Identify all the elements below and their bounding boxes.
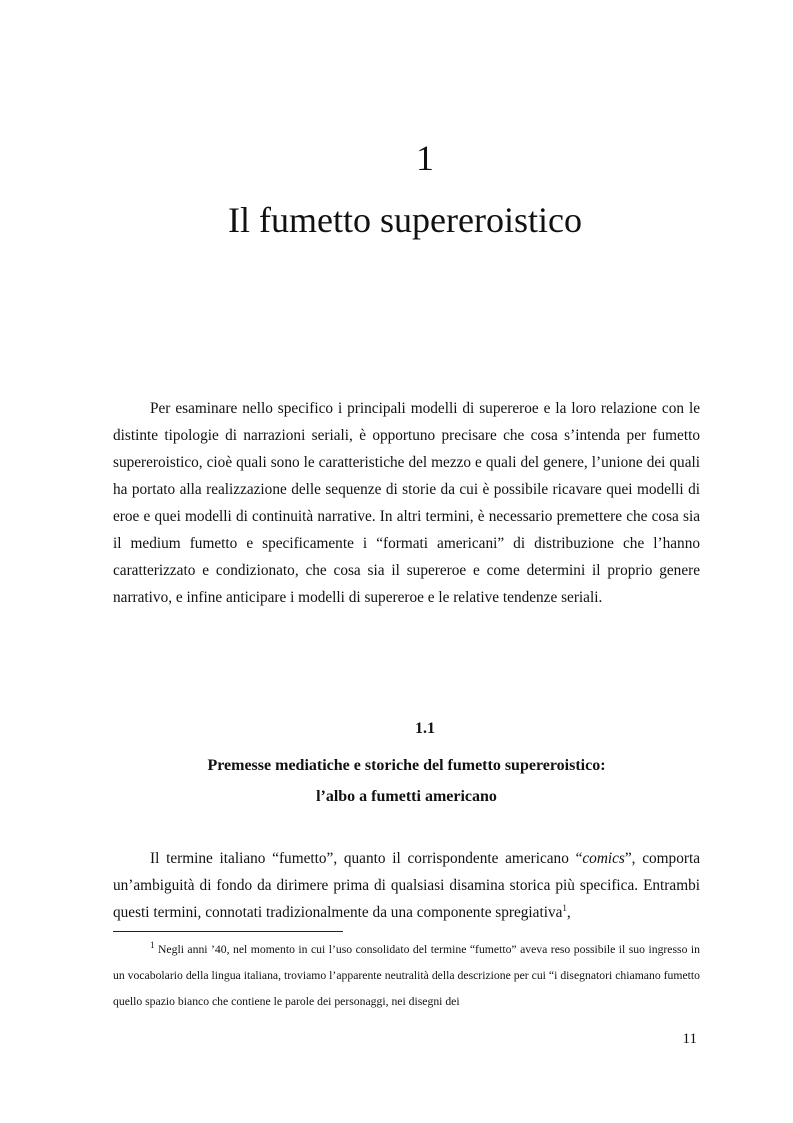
section-number: 1.1	[415, 720, 435, 737]
footnote-reference[interactable]: 1	[562, 902, 567, 913]
intro-paragraph: Per esaminare nello specifico i principali modelli di supereroe e la loro relazione con le distinte tipologie di narrazioni seriali, è opportuno precisare che cosa s’intenda per fumetto supereroistico, cioè quali sono le caratteristiche del mezzo e quali del genere, l’unione dei quali ha portato alla realizzazione delle sequenze di storie da cui è possibile ricavare quei modelli di eroe e quei modelli di continuità narrative. In altri termini, è necessario premettere che cosa sia il medium fumetto e specificamente i “formati americani” di distribuzione che l’hanno caratterizzato e condizionato, che cosa sia il supereroe e come determini il proprio genere narrativo, e infine anticipare i modelli di supereroe e le relative tendenze seriali.	[113, 400, 700, 606]
footnote-text: Negli anni ’40, nel momento in cui l’uso consolidato del termine “fumetto” aveva reso possibile il suo ingresso in un vocabolario della lingua italiana, troviamo l’apparente neutralità della descrizione per cui “i disegnatori chiamano fumetto quello spazio bianco che contiene le parole dei personaggi, nei disegni dei	[113, 943, 700, 1008]
footnote	[113, 937, 700, 1015]
paragraph-trailing-comma: ,	[566, 904, 571, 921]
page-number: 11	[682, 1031, 697, 1047]
chapter-title: Il fumetto supereroistico	[228, 200, 582, 240]
section-title	[113, 750, 700, 812]
paragraph-text-end: ”, comporta un’ambiguità di fondo da dirimere prima di qualsiasi disamina storica più specifica. Entrambi questi termini, connotati tradizionalmente da una componente spregiativa	[113, 850, 700, 921]
paragraph-text-start: Il termine italiano “fumetto”, quanto il corrispondente americano “	[150, 850, 583, 867]
section-title-line-1: Premesse mediatiche e storiche del fumetto supereroistico:	[207, 757, 606, 774]
body-paragraph	[113, 845, 700, 926]
chapter-number: 1	[416, 138, 434, 178]
emphasized-term: comics	[582, 850, 625, 867]
section-title-line-2: l’albo a fumetti americano	[316, 788, 497, 805]
footnote-marker: 1	[150, 940, 155, 951]
footnote-separator	[113, 931, 343, 932]
